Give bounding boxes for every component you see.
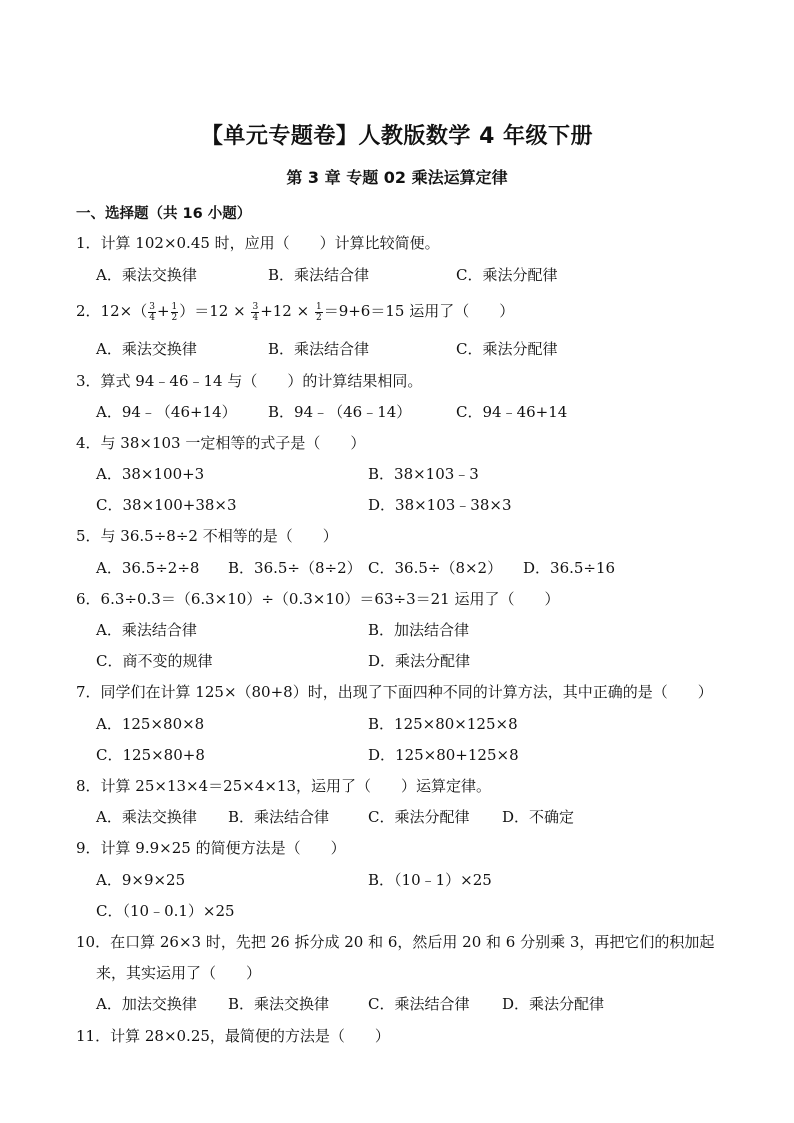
question-9-option-c: C．（10﹣0.1）×25 (96, 902, 235, 920)
question-2-option-b: B．乘法结合律 (268, 340, 370, 358)
question-5-option-a: A．36.5÷2÷8 (96, 559, 200, 577)
question-8-option-c: C．乘法分配律 (368, 808, 470, 826)
question-4: 4．与 38×103 一定相等的式子是（ ） (76, 434, 366, 452)
fraction-denominator: 4 (149, 312, 155, 323)
question-10-option-b: B．乘法交换律 (228, 995, 330, 1013)
fraction-denominator: 2 (315, 312, 322, 323)
fraction-numerator: 3 (149, 301, 155, 312)
question-8-option-b: B．乘法结合律 (228, 808, 330, 826)
question-7-option-d: D．125×80+125×8 (368, 746, 519, 764)
question-2-prefix: 2．12×（ (76, 302, 148, 320)
question-8: 8．计算 25×13×4＝25×4×13，运用了（ ）运算定律。 (76, 777, 492, 795)
question-2-suffix: ＝9+6＝15 运用了（ ） (323, 302, 515, 320)
question-7: 7．同学们在计算 125×（80+8）时，出现了下面四种不同的计算方法，其中正确的是（ ） (76, 683, 713, 701)
question-5-option-d: D．36.5÷16 (523, 559, 616, 577)
question-7-option-a: A．125×80×8 (96, 715, 205, 733)
question-4-option-a: A．38×100+3 (96, 465, 205, 483)
question-10-option-a: A．加法交换律 (96, 995, 197, 1013)
question-10: 10．在口算 26×3 时，先把 26 拆分成 20 和 6，然后用 20 和 6 分别乘 3，再把它们的积加起 (76, 933, 715, 951)
question-5: 5．与 36.5÷8÷2 不相等的是（ ） (76, 527, 338, 545)
question-9-option-b: B．（10﹣1）×25 (368, 871, 492, 889)
question-2-mid-2: +12 × (260, 302, 314, 320)
question-1-option-a: A．乘法交换律 (96, 266, 197, 284)
question-3-option-c: C．94﹣46+14 (456, 403, 568, 421)
question-5-option-b: B．36.5÷（8÷2） (228, 559, 362, 577)
question-4-option-b: B．38×103﹣3 (368, 465, 479, 483)
question-1-option-c: C．乘法分配律 (456, 266, 558, 284)
question-4-option-c: C．38×100+38×3 (96, 496, 237, 514)
fraction (171, 302, 179, 323)
question-7-option-c: C．125×80+8 (96, 746, 205, 764)
section-heading: 一、选择题（共 16 小题） (76, 206, 252, 222)
plus-sign: + (156, 302, 170, 320)
question-6-option-c: C．商不变的规律 (96, 652, 213, 670)
question-11: 11．计算 28×0.25，最简便的方法是（ ） (76, 1027, 390, 1045)
question-9-option-a: A．9×9×25 (96, 871, 186, 889)
question-3-option-a: A．94﹣（46+14） (96, 403, 237, 421)
question-8-option-d: D．不确定 (502, 808, 575, 826)
question-10-option-d: D．乘法分配律 (502, 995, 605, 1013)
question-3: 3．算式 94﹣46﹣14 与（ ）的计算结果相同。 (76, 372, 423, 390)
fraction-numerator: 3 (252, 301, 259, 312)
document-subtitle: 第 3 章 专题 02 乘法运算定律 (286, 168, 508, 187)
question-9: 9．计算 9.9×25 的简便方法是（ ） (76, 839, 346, 857)
fraction (315, 302, 323, 323)
question-2-option-a: A．乘法交换律 (96, 340, 197, 358)
question-6-option-b: B．加法结合律 (368, 621, 470, 639)
question-6-option-a: A．乘法结合律 (96, 621, 197, 639)
question-2-option-c: C．乘法分配律 (456, 340, 558, 358)
question-1: 1．计算 102×0.45 时，应用（ ）计算比较简便。 (76, 234, 440, 252)
question-10-continued: 来，其实运用了（ ） (96, 964, 262, 982)
question-3-option-b: B．94﹣（46﹣14） (268, 403, 412, 421)
fraction (251, 302, 259, 323)
question-2-mid-1: ）＝12 × (179, 302, 251, 320)
question-1-option-b: B．乘法结合律 (268, 266, 370, 284)
fraction-numerator: 1 (171, 301, 178, 312)
document-title: 【单元专题卷】人教版数学 4 年级下册 (200, 124, 594, 149)
question-4-option-d: D．38×103﹣38×3 (368, 496, 512, 514)
question-7-option-b: B．125×80×125×8 (368, 715, 518, 733)
question-5-option-c: C．36.5÷（8×2） (368, 559, 503, 577)
fraction-denominator: 2 (171, 312, 178, 323)
question-6-option-d: D．乘法分配律 (368, 652, 471, 670)
question-10-option-c: C．乘法结合律 (368, 995, 470, 1013)
question-2 (76, 300, 514, 323)
fraction-denominator: 4 (252, 312, 259, 323)
question-8-option-a: A．乘法交换律 (96, 808, 197, 826)
fraction-numerator: 1 (315, 301, 322, 312)
fraction (148, 302, 156, 323)
question-6: 6．6.3÷0.3＝（6.3×10）÷（0.3×10）＝63÷3＝21 运用了（ ） (76, 590, 560, 608)
